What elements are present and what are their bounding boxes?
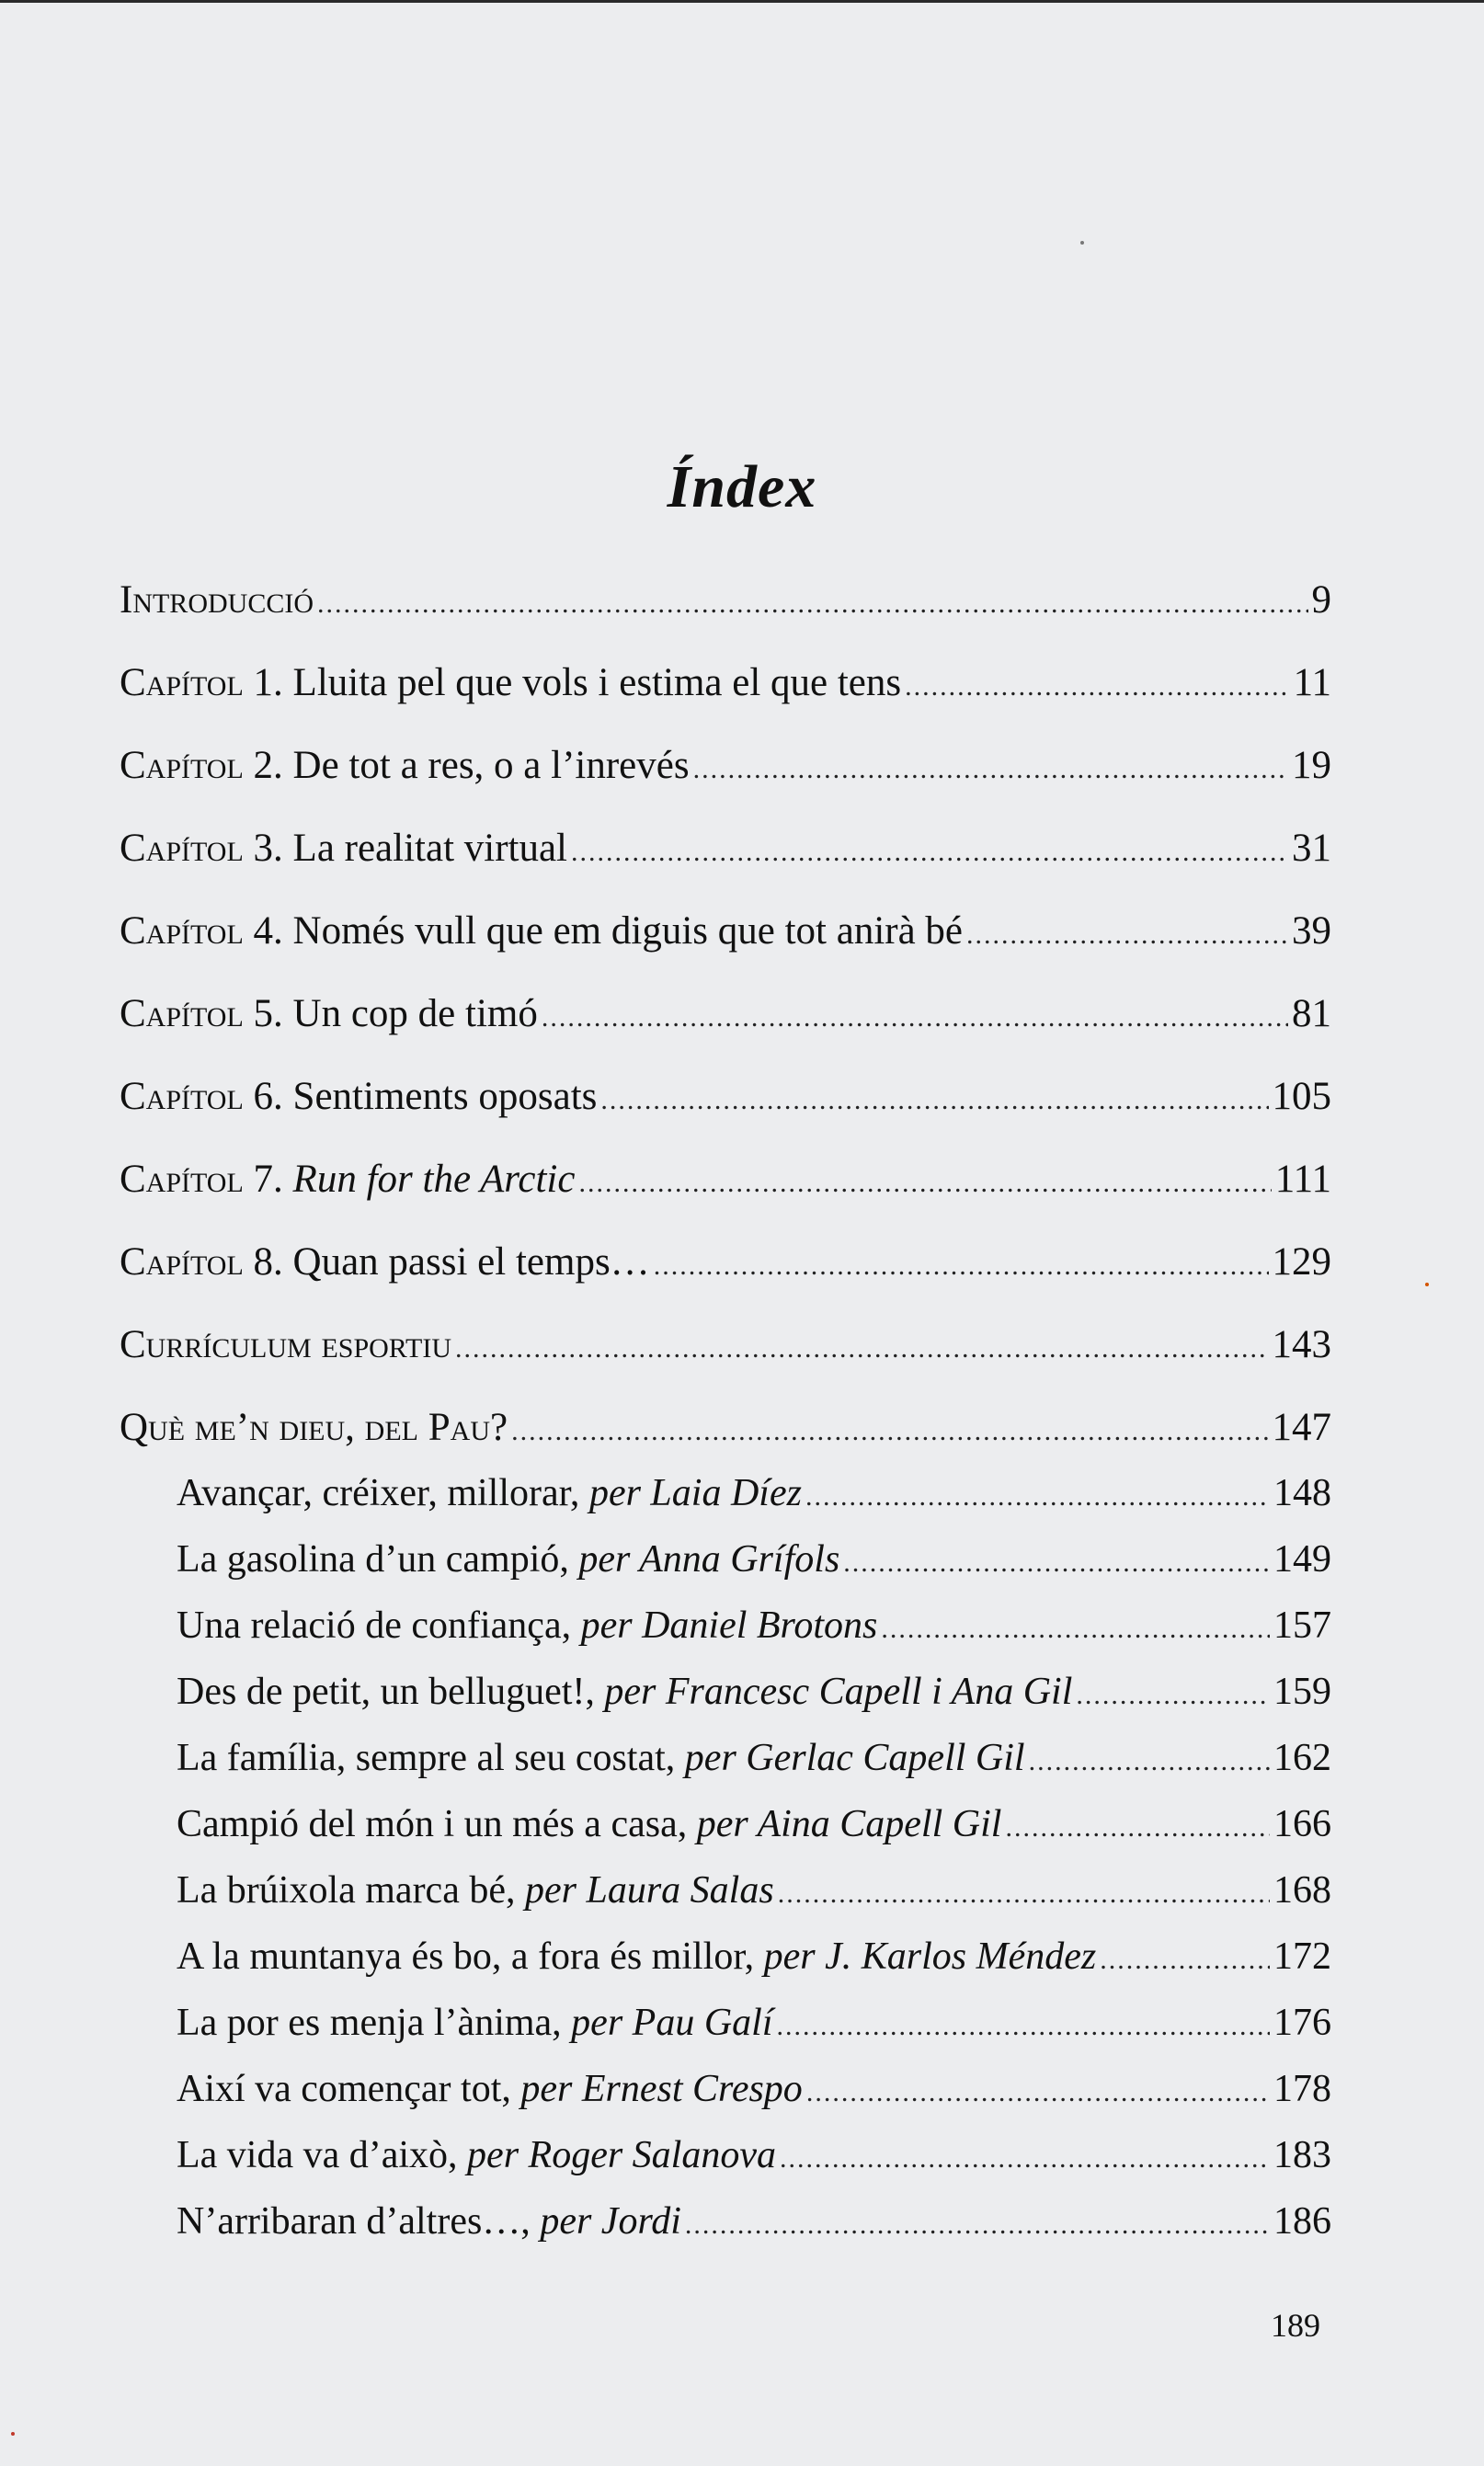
subentry-author: per Anna Grífols: [578, 1538, 840, 1581]
page-number: 178: [1273, 2068, 1331, 2110]
dot-leader: [1029, 1746, 1270, 1777]
page-title: Índex: [667, 453, 817, 521]
scan-speck: [1080, 241, 1084, 245]
toc-subentry[interactable]: [177, 2001, 1331, 2045]
chapter-prefix: Capítol 8.: [120, 1240, 283, 1284]
subentry-title: La gasolina d’un campió,: [177, 1538, 569, 1581]
toc-subentry[interactable]: [177, 1935, 1331, 1979]
scan-edge: [0, 0, 1484, 3]
page-number: 143: [1272, 1323, 1331, 1366]
subentry-title: Des de petit, un belluguet!,: [177, 1671, 595, 1713]
subentry-author: per Pau Galí: [571, 2002, 773, 2044]
entry-label: Introducció: [120, 578, 314, 622]
toc-subentry[interactable]: [177, 1471, 1331, 1515]
scan-speck: [1425, 1283, 1429, 1286]
chapter-prefix: Capítol 7.: [120, 1158, 283, 1201]
page-number: 172: [1273, 1935, 1331, 1978]
chapter-prefix: Capítol 1.: [120, 661, 283, 704]
page-number: 129: [1272, 1240, 1331, 1284]
dot-leader: [881, 1614, 1270, 1645]
chapter-title: Run for the Arctic: [292, 1158, 576, 1201]
toc-subentry[interactable]: [177, 1604, 1331, 1648]
toc-entry-chapter-3[interactable]: [120, 826, 1331, 871]
toc-entry-chapter-6[interactable]: [120, 1074, 1331, 1119]
entry-label: Currículum esportiu: [120, 1323, 451, 1366]
toc-entry-chapter-5[interactable]: [120, 991, 1331, 1036]
dot-leader: [1100, 1945, 1270, 1976]
subentry-title: Una relació de confiança,: [177, 1604, 572, 1647]
dot-leader: [1076, 1680, 1270, 1711]
dot-leader: [806, 2077, 1270, 2108]
dot-leader: [600, 1085, 1268, 1116]
page-number: 147: [1272, 1406, 1331, 1449]
dot-leader: [843, 1547, 1270, 1579]
toc-subentry[interactable]: [177, 1802, 1331, 1846]
subentry-author: per Ernest Crespo: [520, 2068, 803, 2110]
toc-subentry[interactable]: [177, 1537, 1331, 1581]
subentry-author: per Laia Díez: [588, 1472, 802, 1514]
chapter-title: Un cop de timó: [292, 992, 538, 1035]
subentry-title: Campió del món i un més a casa,: [177, 1803, 688, 1845]
toc-subentry[interactable]: [177, 2067, 1331, 2111]
toc-entry-chapter-7[interactable]: [120, 1157, 1331, 1202]
dot-leader: [455, 1333, 1269, 1364]
toc-entry-curriculum[interactable]: [120, 1322, 1331, 1367]
chapter-prefix: Capítol 3.: [120, 827, 283, 870]
page-number: 157: [1273, 1604, 1331, 1647]
toc-entry-chapter-4[interactable]: [120, 908, 1331, 953]
page-number: 183: [1273, 2134, 1331, 2176]
subentry-title: La vida va d’això,: [177, 2134, 458, 2176]
chapter-title: De tot a res, o a l’inrevés: [292, 744, 690, 787]
chapter-title: Només vull que em diguis que tot anirà bé: [292, 909, 964, 953]
dot-leader: [542, 1002, 1288, 1033]
toc-subentry[interactable]: [177, 1868, 1331, 1912]
subentry-title: Així va començar tot,: [177, 2068, 511, 2110]
dot-leader: [693, 754, 1288, 785]
page-number: 9: [1311, 578, 1331, 622]
page-number: 162: [1273, 1737, 1331, 1779]
dot-leader: [905, 671, 1289, 702]
toc-subentry[interactable]: [177, 1670, 1331, 1714]
dot-leader: [511, 1416, 1268, 1447]
page-folio: 189: [1271, 2307, 1320, 2344]
dot-leader: [805, 1481, 1270, 1513]
page-number: 105: [1272, 1075, 1331, 1118]
toc-entry-chapter-8[interactable]: [120, 1239, 1331, 1284]
page-number: 111: [1274, 1158, 1331, 1201]
dot-leader: [966, 919, 1288, 951]
entry-label: Què me’n dieu, del Pau?: [120, 1406, 508, 1449]
chapter-prefix: Capítol 6.: [120, 1075, 283, 1118]
dot-leader: [776, 2011, 1270, 2042]
toc-subentry[interactable]: [177, 2133, 1331, 2177]
page-number: 149: [1273, 1538, 1331, 1581]
subentry-title: Avançar, créixer, millorar,: [177, 1472, 580, 1514]
dot-leader: [780, 2143, 1270, 2175]
page-number: 39: [1292, 909, 1331, 953]
chapter-prefix: Capítol 2.: [120, 744, 283, 787]
subentry-title: La por es menja l’ànima,: [177, 2002, 562, 2044]
dot-leader: [571, 837, 1288, 868]
chapter-prefix: Capítol 5.: [120, 992, 283, 1035]
chapter-title: Lluita pel que vols i estima el que tens: [292, 661, 902, 704]
chapter-title: Sentiments oposats: [292, 1075, 598, 1118]
subentry-author: per Daniel Brotons: [580, 1604, 878, 1647]
chapter-prefix: Capítol 4.: [120, 909, 283, 953]
toc-subentry[interactable]: [177, 2199, 1331, 2243]
toc-entry-chapter-2[interactable]: [120, 743, 1331, 788]
subentry-author: per Francesc Capell i Ana Gil: [604, 1671, 1073, 1713]
page-number: 11: [1293, 661, 1331, 704]
page-number: 31: [1292, 827, 1331, 870]
page-number: 176: [1273, 2002, 1331, 2044]
page-number: 168: [1273, 1869, 1331, 1912]
chapter-title: La realitat virtual: [292, 827, 568, 870]
page-number: 159: [1273, 1671, 1331, 1713]
dot-leader: [778, 1878, 1270, 1910]
page-number: 19: [1292, 744, 1331, 787]
subentry-title: La família, sempre al seu costat,: [177, 1737, 676, 1779]
toc-entry-introduction[interactable]: [120, 577, 1331, 622]
toc-entry-testimonials[interactable]: [120, 1405, 1331, 1450]
page-number: 166: [1273, 1803, 1331, 1845]
scan-speck: [11, 2432, 15, 2436]
dot-leader: [685, 2209, 1270, 2241]
chapter-title: Quan passi el temps…: [292, 1240, 650, 1284]
subentry-title: N’arribaran d’altres…,: [177, 2200, 531, 2243]
subentry-author: per Jordi: [540, 2200, 681, 2243]
subentry-author: per J. Karlos Méndez: [763, 1935, 1097, 1978]
toc-entry-chapter-1[interactable]: [120, 660, 1331, 705]
dot-leader: [654, 1250, 1269, 1282]
page-number: 148: [1273, 1472, 1331, 1514]
subentry-author: per Laura Salas: [524, 1869, 774, 1912]
subentry-author: per Aina Capell Gil: [696, 1803, 1002, 1845]
subentry-title: La brúixola marca bé,: [177, 1869, 516, 1912]
dot-leader: [578, 1168, 1271, 1199]
dot-leader: [317, 588, 1308, 620]
dot-leader: [1005, 1812, 1270, 1844]
toc-subentry[interactable]: [177, 1736, 1331, 1780]
subentry-title: A la muntanya és bo, a fora és millor,: [177, 1935, 755, 1978]
page-number: 186: [1273, 2200, 1331, 2243]
subentry-author: per Roger Salanova: [467, 2134, 776, 2176]
subentry-author: per Gerlac Capell Gil: [684, 1737, 1025, 1779]
page-number: 81: [1292, 992, 1331, 1035]
